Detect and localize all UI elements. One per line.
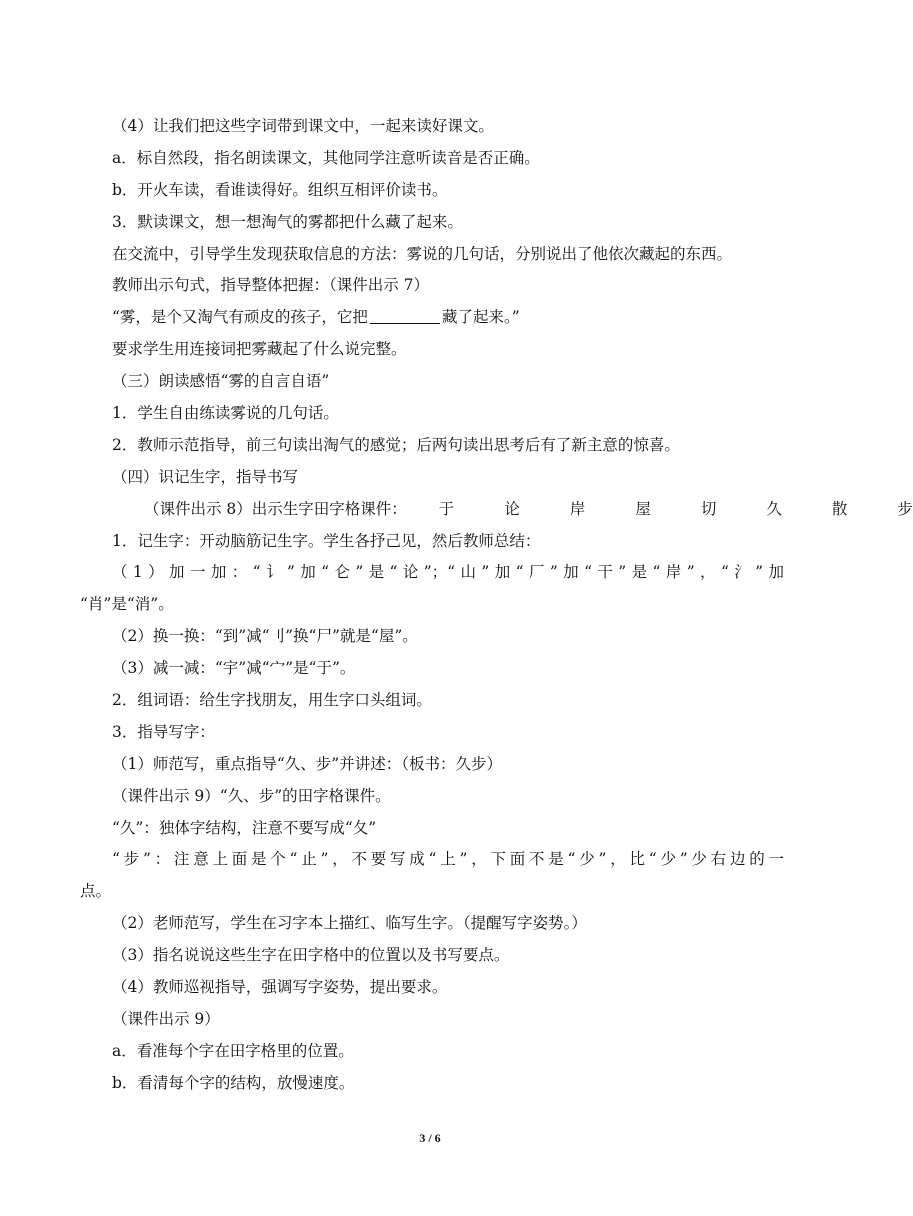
- section-heading: （四）识记生字，指导书写: [112, 467, 299, 486]
- paragraph: b．开火车读，看谁读得好。组织互相评价读书。: [112, 180, 448, 199]
- paragraph: b．看清每个字的结构，放慢速度。: [112, 1073, 355, 1092]
- new-character: 岸: [569, 499, 586, 518]
- paragraph: （3）减一减：“宇”减“宀”是“于”。: [112, 659, 356, 678]
- paragraph-continuation: “肖”是“消”。: [80, 595, 174, 614]
- paragraph: （4）让我们把这些字词带到课文中，一起来读好课文。: [112, 117, 494, 135]
- sentence-pattern-end: 藏了起来。”: [441, 308, 520, 327]
- page-number: 3 / 6: [419, 1131, 441, 1145]
- paragraph: “步”：注意上面是个“止”，不要写成“上”，下面不是“少”，比“少”少右边的一: [112, 850, 784, 869]
- sentence-pattern-start: “雾，是个又淘气有顽皮的孩子，它把: [112, 308, 368, 327]
- paragraph: （课件出示 9）“久、步”的田字格课件。: [112, 786, 391, 805]
- new-characters-line: [80, 494, 913, 526]
- paragraph: 3．默读课文，想一想淘气的雾都把什么藏了起来。: [112, 212, 463, 231]
- paragraph: （课件出示 9）: [112, 1009, 220, 1028]
- document-body: [80, 111, 913, 1100]
- paragraph: （1）师范写，重点指导“久、步”并讲述：（板书：久步）: [112, 754, 502, 773]
- section-heading: （三）朗读感悟“雾的自言自语”: [112, 372, 330, 391]
- new-character: 论: [504, 499, 520, 518]
- new-character: 散: [831, 499, 848, 518]
- paragraph: 1．记生字：开动脑筋记生字。学生各抒己见，然后教师总结：: [112, 531, 541, 550]
- paragraph: （4）教师巡视指导，强调写字姿势，提出要求。: [112, 978, 448, 997]
- paragraph: 2．教师示范指导，前三句读出淘气的感觉；后两句读出思考后有了新主意的惊喜。: [112, 435, 680, 454]
- paragraph: a．标自然段，指名朗读课文，其他同学注意听读音是否正确。: [112, 148, 540, 167]
- paragraph: 教师出示句式，指导整体把握：（课件出示 7）: [112, 276, 430, 295]
- sentence-pattern: [80, 302, 784, 334]
- paragraph: （2）换一换：“到”减“刂”换“尸”就是“屋”。: [112, 627, 418, 646]
- paragraph: 1．学生自由练读雾说的几句话。: [112, 404, 339, 423]
- new-character: 屋: [635, 499, 651, 518]
- fill-in-blank: [370, 309, 440, 324]
- courseware-label: （课件出示 8）出示生字田字格课件：: [144, 499, 407, 518]
- paragraph: 2．组词语：给生字找朋友，用生字口头组词。: [112, 691, 432, 710]
- paragraph: 在交流中，引导学生发现获取信息的方法：雾说的几句话，分别说出了他依次藏起的东西。: [112, 244, 733, 263]
- paragraph: （1）加一加：“讠”加“仑”是“论”；“山”加“厂”加“干”是“岸”，“氵”加: [112, 563, 784, 582]
- paragraph: “久”：独体字结构，注意不要写成“夂”: [112, 818, 377, 837]
- paragraph-continuation: 点。: [80, 882, 112, 901]
- paragraph: 3．指导写字：: [112, 722, 215, 741]
- new-character: 久: [766, 499, 782, 518]
- new-character: 步: [897, 499, 913, 518]
- paragraph: a．看准每个字在田字格里的位置。: [112, 1041, 354, 1060]
- paragraph: （2）老师范写，学生在习字本上描红、临写生字。（提醒写字姿势。）: [112, 914, 587, 933]
- paragraph: （3）指名说说这些生字在田字格中的位置以及书写要点。: [112, 946, 510, 965]
- paragraph: 要求学生用连接词把雾藏起了什么说完整。: [112, 340, 407, 359]
- new-character: 切: [700, 499, 717, 518]
- new-character: 于: [438, 499, 455, 518]
